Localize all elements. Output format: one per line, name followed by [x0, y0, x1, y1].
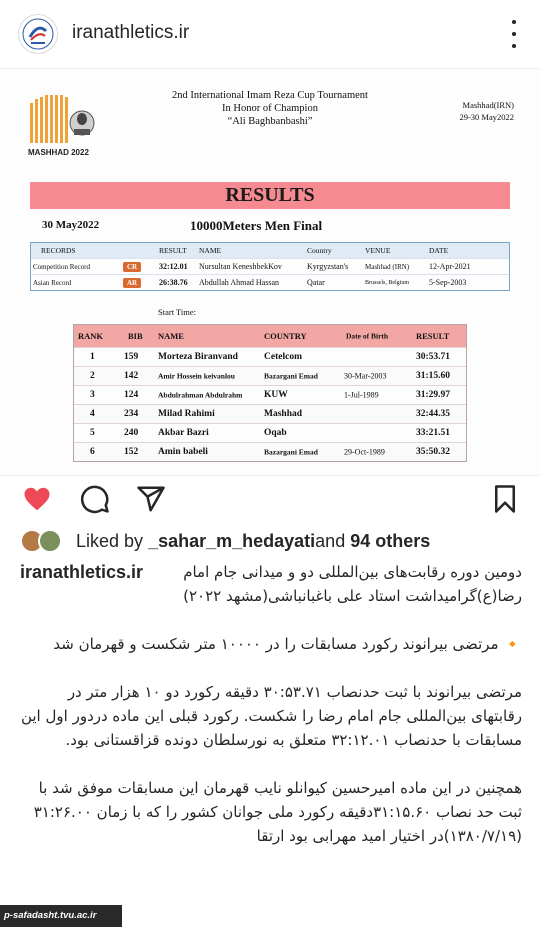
caption-first: [20, 560, 522, 608]
col-result: RESULT: [416, 331, 450, 341]
col-records: RECORDS: [41, 246, 76, 255]
tournament-line-2: In Honor of Champion: [222, 103, 318, 114]
caption-line-1: دومین دوره رقابت‌های بین‌المللی دو و میدانی جام امام رضا(ع)گرامیداشت استاد علی باغبانباشی(مشهد ۲۰۲۲): [183, 563, 522, 605]
result-bib: 234: [124, 409, 139, 419]
result-dob: 1-Jul-1989: [344, 390, 379, 400]
tournament-title: [145, 89, 395, 128]
tournament-line-1: 2nd International Imam Reza Cup Tournament: [172, 90, 368, 101]
result-name: Abdulrahman Abdulrahm: [158, 390, 243, 400]
result-rank: 2: [90, 371, 95, 381]
result-row: [74, 423, 466, 442]
col-country: COUNTRY: [264, 331, 307, 341]
record-venue: Brussels, Belgium: [365, 279, 410, 286]
result-bib: 124: [124, 390, 139, 400]
result-name: Amin babeli: [158, 447, 208, 457]
record-code-badge: CR: [123, 262, 141, 272]
post-username[interactable]: iranathletics.ir: [72, 22, 190, 43]
record-name: Nursultan KeneshbekKov: [199, 262, 282, 271]
race-name: 10000Meters Men Final: [190, 218, 323, 233]
comment-icon[interactable]: [80, 484, 110, 514]
record-label: Competition Record: [33, 262, 90, 271]
venue-text: Mashhad(IRN): [462, 100, 514, 110]
liker-avatars: [20, 529, 66, 553]
tournament-line-3: “Ali Baghbanbashi”: [227, 116, 313, 127]
record-row: [31, 274, 509, 290]
result-row: [74, 385, 466, 404]
record-result: 26:38.76: [159, 278, 188, 287]
result-row: [74, 347, 466, 366]
result-bib: 142: [124, 371, 139, 381]
result-country: KUW: [264, 390, 288, 400]
send-icon[interactable]: [136, 484, 166, 514]
record-country: Qatar: [307, 278, 325, 287]
avatar: [38, 529, 62, 553]
result-time: 30:53.71: [416, 352, 451, 362]
result-country: Cetelcom: [264, 352, 302, 362]
result-time: 33:21.51: [416, 428, 451, 438]
likes-count[interactable]: 94 others: [350, 530, 431, 551]
record-name: Abdullah Ahmad Hassan: [199, 278, 279, 287]
result-rank: 5: [90, 428, 95, 438]
post-header: [0, 0, 540, 68]
result-rank: 1: [90, 352, 95, 362]
post-image[interactable]: [0, 68, 540, 476]
result-row: [74, 366, 466, 385]
result-name: Milad Rahimi: [158, 409, 215, 419]
result-dob: 30-Mar-2003: [344, 371, 387, 381]
result-rank: 6: [90, 447, 95, 457]
caption-paragraph: مرتضی بیرانوند با ثبت حدنصاب ۳۰:۵۳.۷۱ دقیقه رکورد دو ۱۰ هزار متر در رقابتهای بین‌المللی جام امام رضا را شکست. رکورد قبلی این ماده دردور اول این مسابقات با حدنصاب ۳۲:۱۲.۰۱ متعلق به نورسلطان دونده قزاقستانی بود.: [20, 683, 522, 749]
col-date: DATE: [429, 246, 449, 255]
post-caption: [20, 560, 522, 848]
bookmark-icon[interactable]: [490, 484, 520, 514]
venue-date: [459, 99, 514, 123]
col-bib: BIB: [128, 331, 143, 341]
result-row: [74, 404, 466, 423]
logo-caption: MASHHAD 2022: [28, 148, 89, 157]
post-actions: [0, 476, 540, 522]
result-country: Bazargani Emad: [264, 371, 318, 381]
result-row: [74, 442, 466, 461]
record-label: Asian Record: [33, 278, 72, 287]
records-table: [30, 242, 510, 291]
result-name: Morteza Biranvand: [158, 352, 238, 362]
watermark: p-safadasht.tvu.ac.ir: [0, 905, 122, 927]
col-venue: VENUE: [365, 246, 391, 255]
caption-paragraph: همچنین در این ماده امیرحسین کیوانلو نایب قهرمان این مسابقات موفق شد با ثبت حد نصاب ۳۱:۱۵.۶۰دقیقه رکورد ملی جوانان کشور را که با زمان ۳۱:۲۶.۰۰ (۱۳۸۰/۷/۱۹)در اختیار امید مهرابی بود ارتقا: [33, 779, 522, 845]
record-date: 12-Apr-2021: [429, 262, 471, 271]
caption-paragraph: 🔸 مرتضی بیرانوند رکورد مسابقات را در ۱۰۰۰۰ متر شکست و قهرمان شد: [53, 635, 522, 653]
dates-text: 29-30 May2022: [459, 112, 514, 122]
federation-logo-icon: [21, 17, 55, 51]
result-time: 31:15.60: [416, 371, 451, 381]
result-country: Mashhad: [264, 409, 303, 419]
col-dob: Date of Birth: [346, 331, 389, 341]
result-dob: 29-Oct-1989: [344, 447, 385, 457]
record-venue: Mashhad (IRN): [365, 262, 410, 271]
col-name: NAME: [158, 331, 184, 341]
record-country: Kyrgyzstan's: [307, 262, 349, 271]
race-date: 30 May2022: [42, 219, 100, 231]
result-bib: 152: [124, 447, 139, 457]
col-country: Country: [307, 246, 332, 255]
profile-avatar[interactable]: [18, 14, 58, 54]
col-name: NAME: [199, 246, 222, 255]
record-row: [31, 258, 509, 274]
result-time: 31:29.97: [416, 390, 451, 400]
result-bib: 240: [124, 428, 139, 438]
col-result: RESULT: [159, 246, 187, 255]
record-result: 32:12.01: [159, 262, 188, 271]
result-name: Akbar Bazri: [158, 428, 209, 438]
result-time: 35:50.32: [416, 447, 451, 457]
result-bib: 159: [124, 352, 139, 362]
heart-filled-icon[interactable]: [22, 484, 52, 514]
records-header-row: [31, 243, 509, 258]
results-header-row: [74, 325, 466, 347]
result-name: Amir Hossein keivanlou: [158, 371, 235, 381]
liker-username[interactable]: _sahar_m_hedayati: [148, 530, 316, 551]
start-time-label: Start Time:: [158, 307, 197, 317]
likes-summary[interactable]: [20, 528, 430, 554]
caption-username[interactable]: iranathletics.ir: [20, 562, 144, 582]
results-banner: RESULTS: [30, 182, 510, 209]
result-country: Bazargani Emad: [264, 447, 318, 457]
result-rank: 3: [90, 390, 95, 400]
col-rank: RANK: [78, 331, 104, 341]
record-code-badge: AR: [123, 278, 141, 288]
likes-prefix: Liked by: [76, 530, 144, 551]
result-rank: 4: [90, 409, 95, 419]
likes-middle: and: [315, 530, 346, 551]
record-date: 5-Sep-2003: [429, 278, 467, 287]
results-table: [73, 324, 467, 462]
result-country: Oqab: [264, 428, 287, 438]
more-vertical-icon[interactable]: [508, 20, 520, 48]
result-time: 32:44.35: [416, 409, 451, 419]
